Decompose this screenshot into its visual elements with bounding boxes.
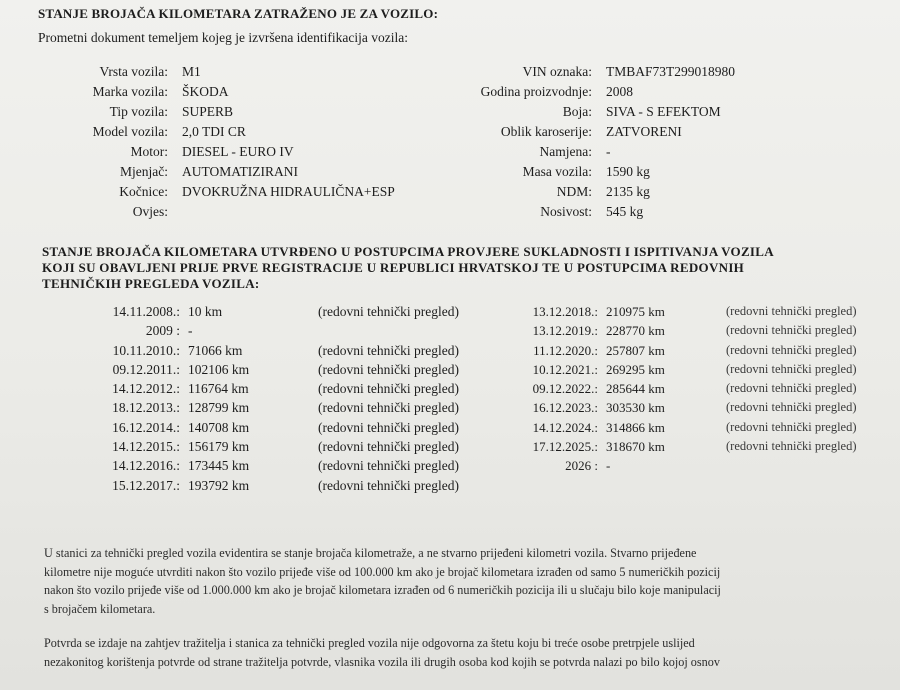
reading-date: 16.12.2023.: bbox=[532, 400, 598, 416]
reading-row bbox=[470, 302, 857, 321]
field-label: Boja: bbox=[562, 104, 592, 119]
field-value: 2135 kg bbox=[606, 184, 650, 199]
vehicle-field-row bbox=[60, 62, 395, 82]
field-label: Oblik karoserije: bbox=[500, 124, 592, 139]
vehicle-details-right bbox=[450, 62, 735, 222]
reading-date: 13.12.2018.: bbox=[532, 304, 598, 319]
reading-note: (redovni tehnički pregled) bbox=[318, 400, 459, 416]
reading-row bbox=[60, 476, 459, 495]
vehicle-field-row bbox=[450, 182, 735, 202]
reading-row bbox=[60, 379, 459, 398]
reading-km: 318670 km bbox=[606, 439, 665, 455]
field-label: Nosivost: bbox=[540, 204, 592, 219]
field-label: NDM: bbox=[556, 184, 592, 199]
vehicle-field-row bbox=[450, 202, 735, 222]
reading-date: 10.11.2010.: bbox=[112, 342, 180, 358]
field-value: SUPERB bbox=[182, 104, 234, 119]
reading-date: 2009 : bbox=[145, 323, 180, 339]
field-label: Motor: bbox=[130, 144, 168, 159]
reading-km: 314866 km bbox=[606, 419, 665, 435]
reading-row bbox=[470, 398, 857, 417]
reading-note: (redovni tehnički pregled) bbox=[726, 361, 857, 376]
reading-date: 14.12.2016.: bbox=[112, 458, 180, 474]
reading-row bbox=[470, 321, 857, 340]
field-value: - bbox=[606, 144, 611, 159]
reading-date: 14.11.2008.: bbox=[112, 304, 180, 319]
field-label: Vrsta vozila: bbox=[99, 64, 168, 79]
reading-note: (redovni tehnički pregled) bbox=[318, 439, 459, 455]
reading-km: 102106 km bbox=[188, 361, 250, 377]
document-subtitle: Prometni dokument temeljem kojeg je izvršena identifikacija vozila: bbox=[38, 30, 409, 45]
reading-row bbox=[60, 341, 459, 360]
reading-date: 14.12.2024.: bbox=[532, 419, 598, 435]
reading-row bbox=[470, 341, 857, 360]
odometer-disclaimer bbox=[44, 544, 721, 618]
field-label: VIN oznaka: bbox=[522, 64, 592, 79]
reading-km: 156179 km bbox=[188, 439, 250, 455]
reading-note: (redovni tehnički pregled) bbox=[318, 381, 459, 397]
reading-date: 17.12.2025.: bbox=[532, 439, 598, 455]
disclaimer-line: nakon što vozilo prijeđe više od 1.000.000 km ako je brojač kilometara izrađen od 6 numeričkih pozicija ili u slučaju bilo koje manipulacij bbox=[44, 583, 721, 597]
reading-km: 210975 km bbox=[606, 304, 665, 319]
reading-km: 285644 km bbox=[606, 381, 665, 397]
reading-row bbox=[60, 456, 459, 475]
field-value: 1590 kg bbox=[606, 164, 650, 179]
reading-km: 71066 km bbox=[188, 342, 243, 358]
section-title bbox=[42, 244, 774, 292]
field-label: Mjenjač: bbox=[120, 164, 168, 179]
vehicle-field-row bbox=[60, 122, 395, 142]
reading-note: (redovni tehnički pregled) bbox=[318, 419, 459, 435]
reading-km: 228770 km bbox=[606, 323, 665, 339]
reading-row bbox=[60, 302, 459, 321]
vehicle-field-row bbox=[450, 82, 735, 102]
odometer-readings-right bbox=[470, 302, 857, 476]
reading-note: (redovni tehnički pregled) bbox=[726, 400, 857, 415]
reading-note: (redovni tehnički pregled) bbox=[726, 342, 857, 357]
reading-row bbox=[60, 418, 459, 437]
field-value: DIESEL - EURO IV bbox=[182, 144, 294, 159]
section-title-line: TEHNIČKIH PREGLEDA VOZILA: bbox=[42, 276, 260, 291]
reading-row bbox=[470, 418, 857, 437]
reading-date: 2026 : bbox=[565, 458, 598, 474]
reading-km: 116764 km bbox=[188, 381, 249, 397]
reading-date: 14.12.2015.: bbox=[112, 439, 180, 455]
reading-date: 09.12.2011.: bbox=[112, 361, 180, 377]
vehicle-field-row bbox=[60, 162, 395, 182]
liability-statement bbox=[44, 634, 720, 671]
reading-row bbox=[60, 437, 459, 456]
reading-note bbox=[710, 456, 726, 475]
reading-date: 10.12.2021.: bbox=[532, 361, 598, 377]
reading-km: 257807 km bbox=[606, 342, 665, 358]
field-value: 545 kg bbox=[606, 204, 644, 219]
disclaimer-line: s brojačem kilometara. bbox=[44, 601, 156, 616]
field-value: TMBAF73T299018980 bbox=[606, 64, 736, 79]
field-label: Kočnice: bbox=[119, 184, 168, 199]
field-label: Masa vozila: bbox=[522, 164, 592, 179]
reading-km: - bbox=[606, 458, 611, 474]
field-value: M1 bbox=[182, 64, 201, 79]
field-label: Tip vozila: bbox=[109, 104, 168, 119]
reading-km: 303530 km bbox=[606, 400, 665, 416]
vehicle-details-left bbox=[60, 62, 395, 222]
reading-km: 193792 km bbox=[188, 477, 250, 493]
reading-date: 16.12.2014.: bbox=[112, 419, 180, 435]
reading-date: 14.12.2012.: bbox=[112, 381, 180, 397]
reading-note: (redovni tehnički pregled) bbox=[726, 419, 857, 434]
field-value bbox=[168, 202, 182, 222]
vehicle-field-row bbox=[450, 122, 735, 142]
field-value: SIVA - S EFEKTOM bbox=[606, 104, 721, 119]
field-label: Namjena: bbox=[539, 144, 592, 159]
field-value: ZATVORENI bbox=[606, 124, 682, 139]
vehicle-field-row bbox=[60, 142, 395, 162]
vehicle-field-row bbox=[60, 202, 395, 222]
reading-row bbox=[470, 379, 857, 398]
vehicle-field-row bbox=[60, 182, 395, 202]
reading-note: (redovni tehnički pregled) bbox=[726, 439, 857, 454]
reading-note bbox=[300, 321, 318, 340]
field-value: DVOKRUŽNA HIDRAULIČNA+ESP bbox=[182, 184, 395, 199]
reading-km: 269295 km bbox=[606, 361, 665, 377]
vehicle-field-row bbox=[450, 102, 735, 122]
vehicle-field-row bbox=[450, 62, 735, 82]
reading-date: 13.12.2019.: bbox=[532, 323, 598, 339]
field-label: Marka vozila: bbox=[92, 84, 168, 99]
reading-note: (redovni tehnički pregled) bbox=[726, 381, 857, 396]
field-value: 2008 bbox=[606, 84, 633, 99]
field-label: Ovjes: bbox=[132, 204, 168, 219]
section-title-line: STANJE BROJAČA KILOMETARA UTVRĐENO U POSTUPCIMA PROVJERE SUKLADNOSTI I ISPITIVANJA VOZILA bbox=[42, 244, 774, 259]
field-label: Model vozila: bbox=[92, 124, 168, 139]
reading-date: 09.12.2022.: bbox=[532, 381, 598, 397]
reading-row bbox=[470, 437, 857, 456]
reading-note: (redovni tehnički pregled) bbox=[318, 477, 459, 493]
reading-date: 15.12.2017.: bbox=[112, 477, 180, 493]
field-value: ŠKODA bbox=[182, 84, 229, 99]
section-title-line: KOJI SU OBAVLJENI PRIJE PRVE REGISTRACIJE U REPUBLICI HRVATSKOJ TE U POSTUPCIMA REDOVNIH bbox=[42, 260, 745, 275]
vehicle-field-row bbox=[450, 162, 735, 182]
reading-km: 140708 km bbox=[188, 419, 250, 435]
reading-km: - bbox=[188, 323, 193, 339]
field-value: AUTOMATIZIRANI bbox=[182, 164, 298, 179]
vehicle-field-row bbox=[60, 82, 395, 102]
reading-note: (redovni tehnički pregled) bbox=[318, 342, 459, 358]
document-title: STANJE BROJAČA KILOMETARA ZATRAŽENO JE ZA VOZILO: bbox=[38, 6, 439, 21]
reading-row bbox=[470, 360, 857, 379]
reading-date: 18.12.2013.: bbox=[112, 400, 180, 416]
reading-km: 128799 km bbox=[188, 400, 250, 416]
odometer-readings-left bbox=[60, 302, 459, 495]
liability-line: Potvrda se izdaje na zahtjev tražitelja i stanica za tehnički pregled vozila nije odgovorna za štetu koju bi treće osobe pretrpjele uslijed bbox=[44, 636, 695, 650]
reading-row bbox=[60, 398, 459, 417]
liability-line: nezakonitog korištenja potvrde od strane tražitelja potvrde, vlasnika vozila ili drugih osoba kod kojih se potvrda nalazi po bilo kojoj osnov bbox=[44, 654, 720, 669]
field-value: 2,0 TDI CR bbox=[182, 124, 246, 139]
disclaimer-line: U stanici za tehnički pregled vozila evidentira se stanje brojača kilometraže, a ne stvarno prijeđeni kilometri vozila. Stvarno prijeđene bbox=[44, 546, 697, 560]
reading-note: (redovni tehnički pregled) bbox=[318, 304, 459, 319]
field-label: Godina proizvodnje: bbox=[480, 84, 592, 99]
reading-note: (redovni tehnički pregled) bbox=[318, 361, 459, 377]
reading-note: (redovni tehnički pregled) bbox=[318, 458, 459, 474]
reading-date: 11.12.2020.: bbox=[533, 342, 598, 358]
reading-note: (redovni tehnički pregled) bbox=[726, 323, 857, 338]
reading-row bbox=[60, 360, 459, 379]
reading-row bbox=[60, 321, 459, 340]
vehicle-field-row bbox=[60, 102, 395, 122]
disclaimer-line: kilometre nije moguće utvrditi nakon što vozilo prijeđe više od 100.000 km ako je brojač kilometara izrađen od samo 5 numeričkih pozicij bbox=[44, 564, 721, 579]
reading-note: (redovni tehnički pregled) bbox=[726, 304, 857, 318]
vehicle-field-row bbox=[450, 142, 735, 162]
reading-km: 10 km bbox=[188, 304, 223, 319]
reading-km: 173445 km bbox=[188, 458, 250, 474]
reading-row bbox=[470, 456, 857, 475]
